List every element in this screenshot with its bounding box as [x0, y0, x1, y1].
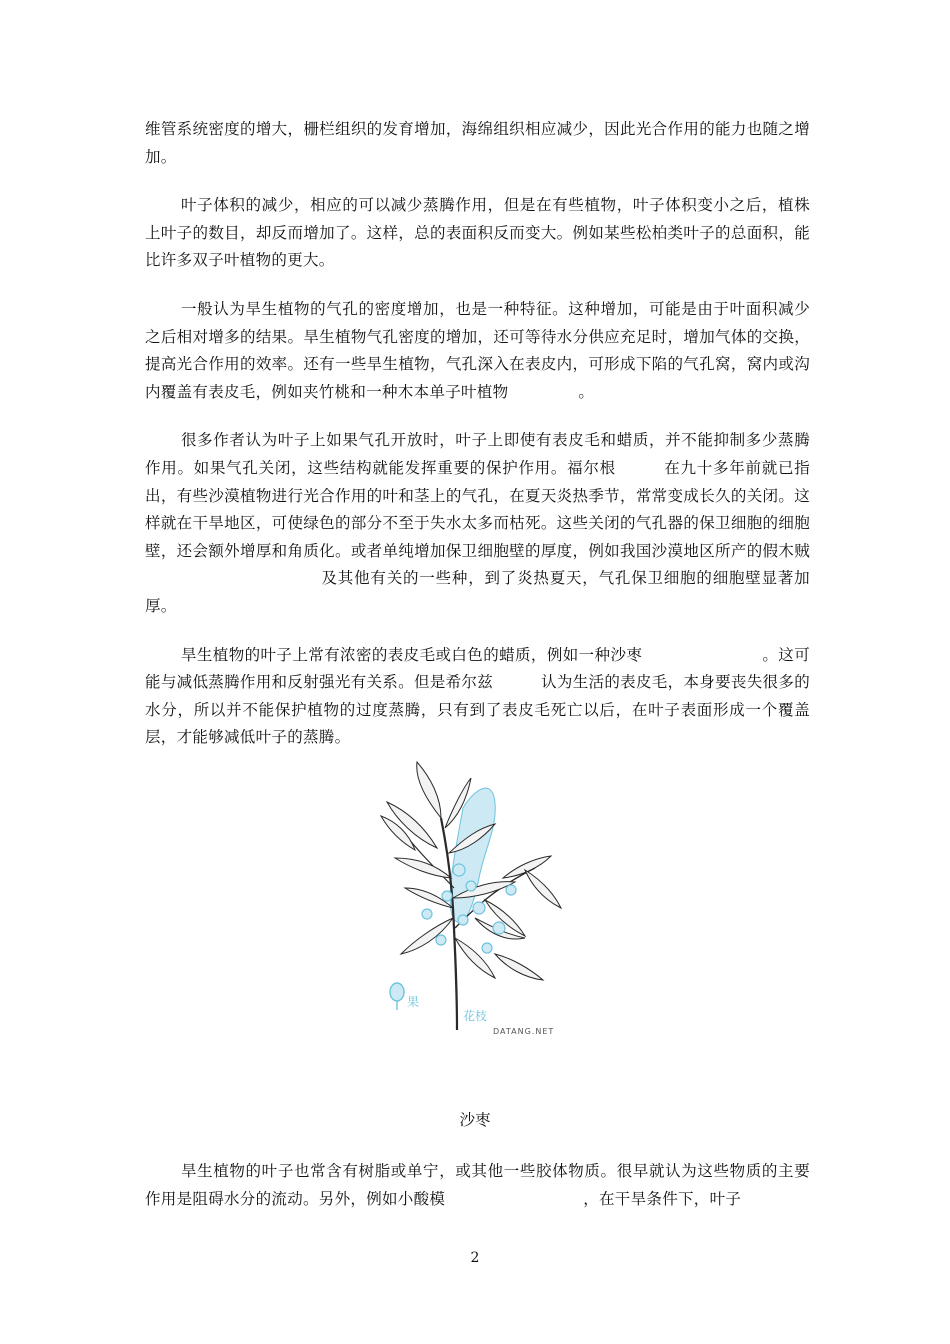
paragraph-5-text-a: 旱生植物的叶子上常有浓密的表皮毛或白色的蜡质，例如一种沙枣 — [181, 645, 643, 664]
paragraph-6-text-b: ，在干旱条件下，叶子 — [583, 1189, 742, 1208]
watermark: DATANG.NET — [493, 1027, 555, 1036]
paragraph-4 — [145, 427, 810, 620]
paragraph-4-text-b: 在九十多年前就已指出，有些沙漠植物进行光合作用的叶和茎上的气孔，在夏天炎热季节，常常变成长久的关闭。这样就在干旱地区，可使绿色的部分不至于失水太多而枯死。这些关闭的气孔器的保卫细胞的细胞壁，还会额外增厚和角质化。或者单纯增加保卫细胞壁的厚度，例如我国沙漠地区所产的假木贼 — [145, 458, 811, 560]
paragraph-1: 维管系统密度的增大，栅栏组织的发育增加，海绵组织相应减少，因此光合作用的能力也随之增加。 — [145, 120, 810, 166]
paragraph-6-text-a: 旱生植物的叶子也常含有树脂或单宁，或其他一些胶体物质。很早就认为这些物质的主要作用是阻碍水分的流动。另外，例如小酸模 — [145, 1162, 810, 1208]
body-text-bottom — [145, 1158, 810, 1213]
branch-label: 花枝 — [463, 1009, 488, 1023]
paragraph-5-text-b: 。这可能与减低蒸腾作用和反射强光有关系。但是希尔兹 — [145, 645, 810, 692]
sand-jujube-illustration — [375, 758, 575, 1038]
fruit-icon — [390, 983, 404, 1010]
paragraph-5-text-c: 认为生活的表皮毛，本身要丧失很多的水分，所以并不能保护植物的过度蒸腾，只有到了表皮毛死亡以后，在叶子表面形成一个覆盖层，才能够减低叶子的蒸腾。 — [145, 673, 810, 747]
paragraph-3 — [145, 296, 810, 406]
paragraph-3-text: 一般认为旱生植物的气孔的密度增加，也是一种特征。这种增加，可能是由于叶面积减少之后相对增多的结果。旱生植物气孔密度的增加，还可等待水分供应充足时，增加气体的交换，提高光合作用的效率。还有一些旱生植物，气孔深入在表皮内，可形成下陷的气孔窝，窝内或沟内覆盖有表皮毛，例如夹竹桃和一种木本单子叶植物 — [145, 299, 810, 401]
paragraph-3-end: 。 — [578, 382, 595, 401]
paragraph-6 — [145, 1158, 810, 1213]
paragraph-2: 叶子体积的减少，相应的可以减少蒸腾作用，但是在有些植物，叶子体积变小之后，植株上叶子的数目，却反而增加了。这样，总的表面积反而变大。例如某些松柏类叶子的总面积，能比许多双子叶植物的更大。 — [145, 196, 810, 270]
paragraph-4-text-c: 及其他有关的一些种，到了炎热夏天，气孔保卫细胞的细胞壁显著加厚。 — [145, 569, 810, 615]
figure-caption: 沙枣 — [459, 1111, 491, 1129]
body-text-top — [145, 116, 810, 752]
fruit-label: 果 — [407, 995, 420, 1009]
page-number: 2 — [470, 1250, 480, 1266]
paragraph-4-text-a: 很多作者认为叶子上如果气孔开放时，叶子上即使有表皮毛和蜡质，并不能抑制多少蒸腾作用。如果气孔关闭，这些结构就能发挥重要的保护作用。福尔根 — [145, 431, 810, 477]
paragraph-5 — [145, 642, 810, 752]
